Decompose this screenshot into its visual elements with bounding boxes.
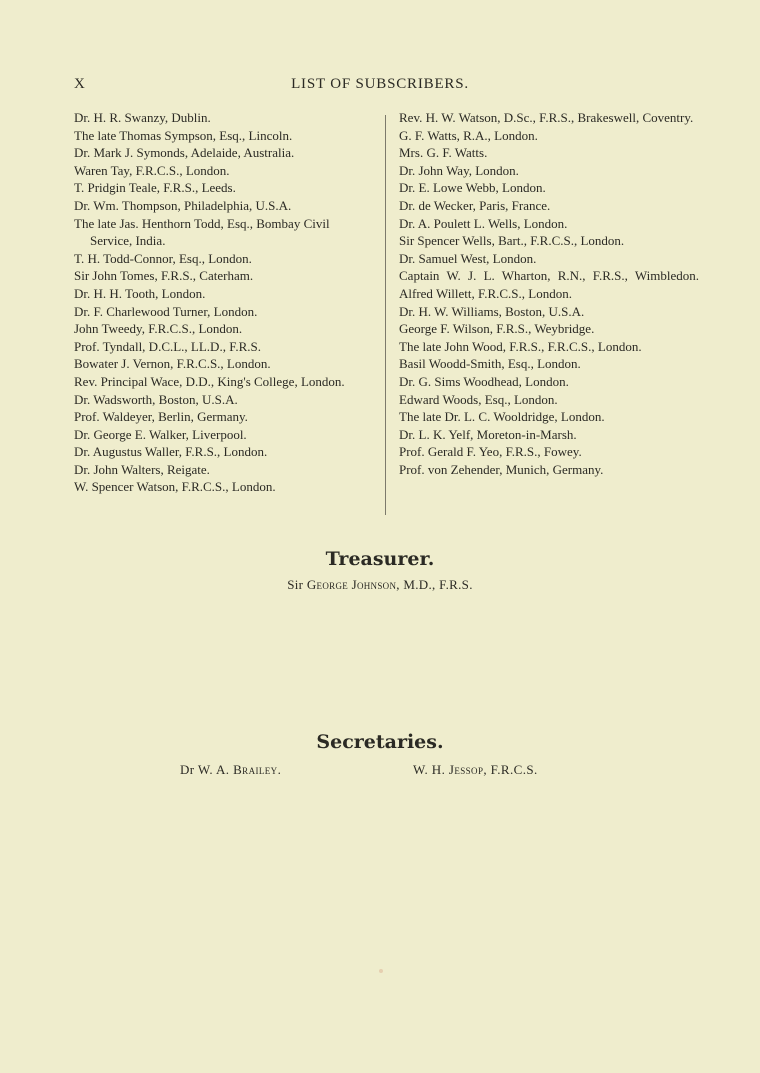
subscriber-entry: Prof. Gerald F. Yeo, F.R.S., Fowey. [399,444,582,460]
secretary-right [413,762,538,778]
subscriber-entry: John Tweedy, F.R.C.S., London. [74,321,243,337]
subscriber-entry: Dr. Augustus Waller, F.R.S., London. [74,444,268,460]
subscriber-entry: Rev. H. W. Watson, D.Sc., F.R.S., Brakeswell, Coventry. [399,110,694,125]
subscriber-entry: Dr. John Walters, Reigate. [74,461,210,477]
subscriber-entry: W. Spencer Watson, F.R.C.S., London. [74,479,276,495]
subscriber-entry: Prof. Waldeyer, Berlin, Germany. [74,409,248,425]
secretary-right-caps: Jessop [448,762,484,777]
subscriber-entry: Sir Spencer Wells, Bart., F.R.C.S., London. [399,233,625,249]
subscriber-entry: The late Jas. Henthorn Todd, Esq., Bombay Civil Service, India. [74,215,330,249]
subscriber-entry: Waren Tay, F.R.C.S., London. [74,162,230,178]
page-numeral: X [74,76,85,92]
secretaries-heading: Secretaries. [316,731,444,753]
subscriber-entry: Bowater J. Vernon, F.R.C.S., London. [74,356,271,372]
subscriber-entry: Dr. A. Poulett L. Wells, London. [399,215,568,231]
subscriber-column-left [74,109,374,496]
subscriber-entry: G. F. Watts, R.A., London. [399,127,538,143]
treasurer-heading: Treasurer. [325,548,435,570]
paper-speck [379,969,383,973]
subscriber-column-right [399,109,699,478]
subscriber-entry: George F. Wilson, F.R.S., Weybridge. [399,321,595,337]
subscriber-entry: Dr. F. Charlewood Turner, London. [74,303,258,319]
running-title: LIST OF SUBSCRIBERS. [291,76,469,92]
subscriber-entry: Dr. H. H. Tooth, London. [74,285,206,301]
page-header [0,76,760,98]
treasurer-name-suffix: , M.D., F.R.S. [396,577,473,592]
subscriber-entry: Dr. H. W. Williams, Boston, U.S.A. [399,303,585,319]
treasurer-name [0,577,760,593]
treasurer-name-prefix: Sir [287,577,307,592]
column-divider [385,115,386,515]
subscriber-entry: T. H. Todd-Connor, Esq., London. [74,250,252,266]
secretary-right-suffix: , F.R.C.S. [483,762,538,777]
subscriber-entry: Dr. Wm. Thompson, Philadelphia, U.S.A. [74,197,292,213]
secretary-left-caps: Brailey [233,762,278,777]
subscriber-entry: Prof. von Zehender, Munich, Germany. [399,461,604,477]
subscriber-entry: Alfred Willett, F.R.C.S., London. [399,285,572,301]
secretary-left-suffix: . [277,762,282,777]
subscriber-entry: The late Dr. L. C. Wooldridge, London. [399,409,605,425]
subscriber-entry: Rev. Principal Wace, D.D., King's College, London. [74,373,345,389]
subscriber-entry: T. Pridgin Teale, F.R.S., Leeds. [74,180,236,196]
subscriber-entry: Dr. George E. Walker, Liverpool. [74,426,247,442]
subscriber-entry: Prof. Tyndall, D.C.L., LL.D., F.R.S. [74,338,262,354]
subscriber-entry: Dr. Mark J. Symonds, Adelaide, Australia. [74,145,295,161]
subscriber-entry: Edward Woods, Esq., London. [399,391,558,407]
subscriber-entry: Dr. Samuel West, London. [399,250,537,266]
subscriber-entry: Basil Woodd-Smith, Esq., London. [399,356,581,372]
secretary-right-prefix: W. H. [413,762,449,777]
subscriber-entry: The late John Wood, F.R.S., F.R.C.S., London. [399,338,642,354]
treasurer-name-caps: George Johnson [306,577,397,592]
subscriber-entry: Dr. H. R. Swanzy, Dublin. [74,110,211,125]
subscriber-entry: Dr. Wadsworth, Boston, U.S.A. [74,391,238,407]
subscriber-entry: Captain W. J. L. Wharton, R.N., F.R.S., Wimbledon. [399,268,699,284]
subscriber-entry: Dr. L. K. Yelf, Moreton-in-Marsh. [399,426,577,442]
subscriber-entry: Mrs. G. F. Watts. [399,145,488,161]
subscriber-entry: Dr. John Way, London. [399,162,519,178]
subscriber-entry: Dr. G. Sims Woodhead, London. [399,373,569,389]
subscriber-entry: The late Thomas Sympson, Esq., Lincoln. [74,127,293,143]
subscriber-entry: Dr. E. Lowe Webb, London. [399,180,546,196]
subscriber-entry: Sir John Tomes, F.R.S., Caterham. [74,268,254,284]
subscriber-entry: Dr. de Wecker, Paris, France. [399,197,551,213]
secretary-left [180,762,281,778]
secretary-left-prefix: Dr W. A. [180,762,234,777]
